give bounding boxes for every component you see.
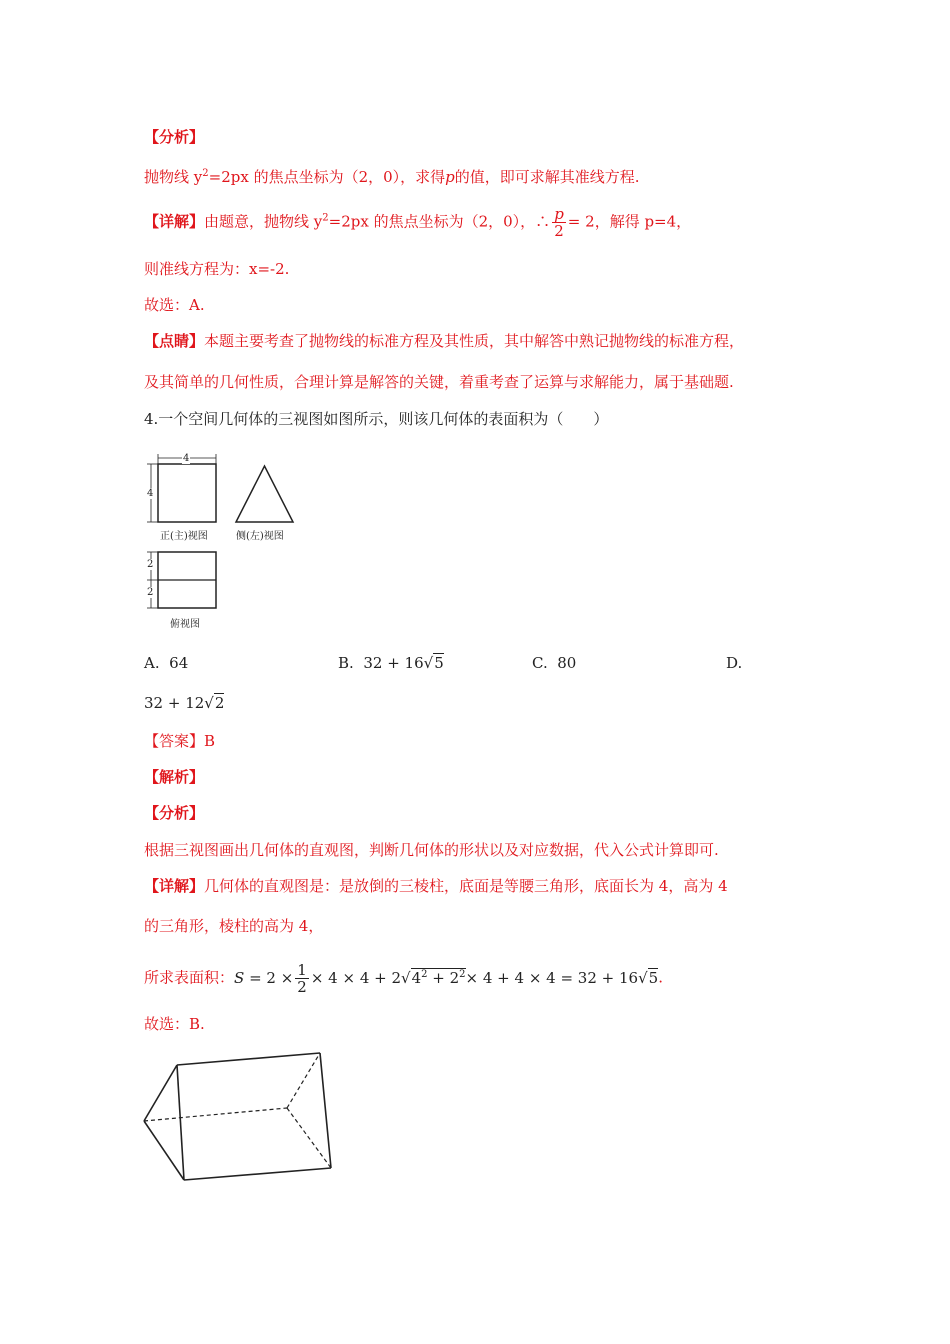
top-dim-label-2: 2 <box>147 587 154 598</box>
prism-edge <box>144 1065 177 1121</box>
detail-line2-1: 则准线方程为：x=-2. <box>144 260 290 278</box>
comment-line2-1: 及其简单的几何性质，合理计算是解答的关键，着重考查了运算与求解能力，属于基础题. <box>144 373 734 391</box>
prism-figure <box>135 1045 345 1190</box>
prism-edge <box>144 1121 184 1180</box>
comment-text-1: 【点睛】本题主要考查了抛物线的标准方程及其性质，其中解答中熟记抛物线的标准方程， <box>144 332 745 350</box>
prism-edge <box>320 1053 331 1168</box>
prism-hidden-edge <box>144 1108 287 1121</box>
detail-text-2: 【详解】几何体的直观图是：是放倒的三棱柱，底面是等腰三角形，底面长为 4，高为 4 <box>144 877 728 895</box>
prism-hidden-edge <box>287 1108 331 1168</box>
three-views-figure <box>144 452 304 632</box>
detail-text-1: 【详解】由题意，抛物线 $y^2=2px$ 的焦点坐标为（2，0），∴ $\frac{p}{2}$ = 2，解得 p=4， <box>144 205 692 240</box>
option-a: A. 64 <box>144 654 189 672</box>
answer: 【答案】B <box>144 732 216 750</box>
option-c: C. 80 <box>532 654 577 672</box>
front-dim-top-label: 4 <box>183 453 190 464</box>
detail-formula-line: 所求表面积：S = 2 × $\frac{1}{2}$ × $4 \times 4 + 2√4^2 + 2^2\times 4 + 4 \times 4 = 32 + 16√5$. <box>144 961 663 996</box>
solution-tag: 【解析】 <box>144 768 205 786</box>
analysis-text-2: 根据三视图画出几何体的直观图，判断几何体的形状以及对应数据，代入公式计算即可. <box>144 841 719 859</box>
front-view-label: 正(主)视图 <box>160 531 208 542</box>
side-view-label: 侧(左)视图 <box>236 531 284 542</box>
detail-line2-2: 的三角形，棱柱的高为 4， <box>144 917 324 935</box>
prism-edge <box>184 1168 331 1180</box>
choice-2: 故选：B. <box>144 1015 205 1033</box>
analysis-text-1: 抛物线 $y^2=2px$ 的焦点坐标为（2，0），求得p的值，即可求解其准线方程. <box>144 168 640 186</box>
question-4-stem: 4.一个空间几何体的三视图如图所示，则该几何体的表面积为（ ） <box>144 410 609 428</box>
option-d-value: 32 + 12√2 <box>144 694 225 712</box>
top-dim-label-1: 2 <box>147 559 154 570</box>
analysis-tag-2: 【分析】 <box>144 804 205 822</box>
analysis-tag-1: 【分析】 <box>144 128 205 146</box>
top-view-label: 俯视图 <box>170 619 200 630</box>
front-view-square <box>158 464 216 522</box>
option-b: B. 32 + 16√5 <box>338 654 444 672</box>
prism-edge <box>177 1065 184 1180</box>
front-dim-left-label: 4 <box>147 488 154 499</box>
option-d-key: D. <box>726 654 743 672</box>
prism-hidden-edge <box>287 1053 320 1108</box>
side-view-triangle <box>236 466 293 522</box>
choice-1: 故选：A. <box>144 296 205 314</box>
prism-edge <box>177 1053 320 1065</box>
